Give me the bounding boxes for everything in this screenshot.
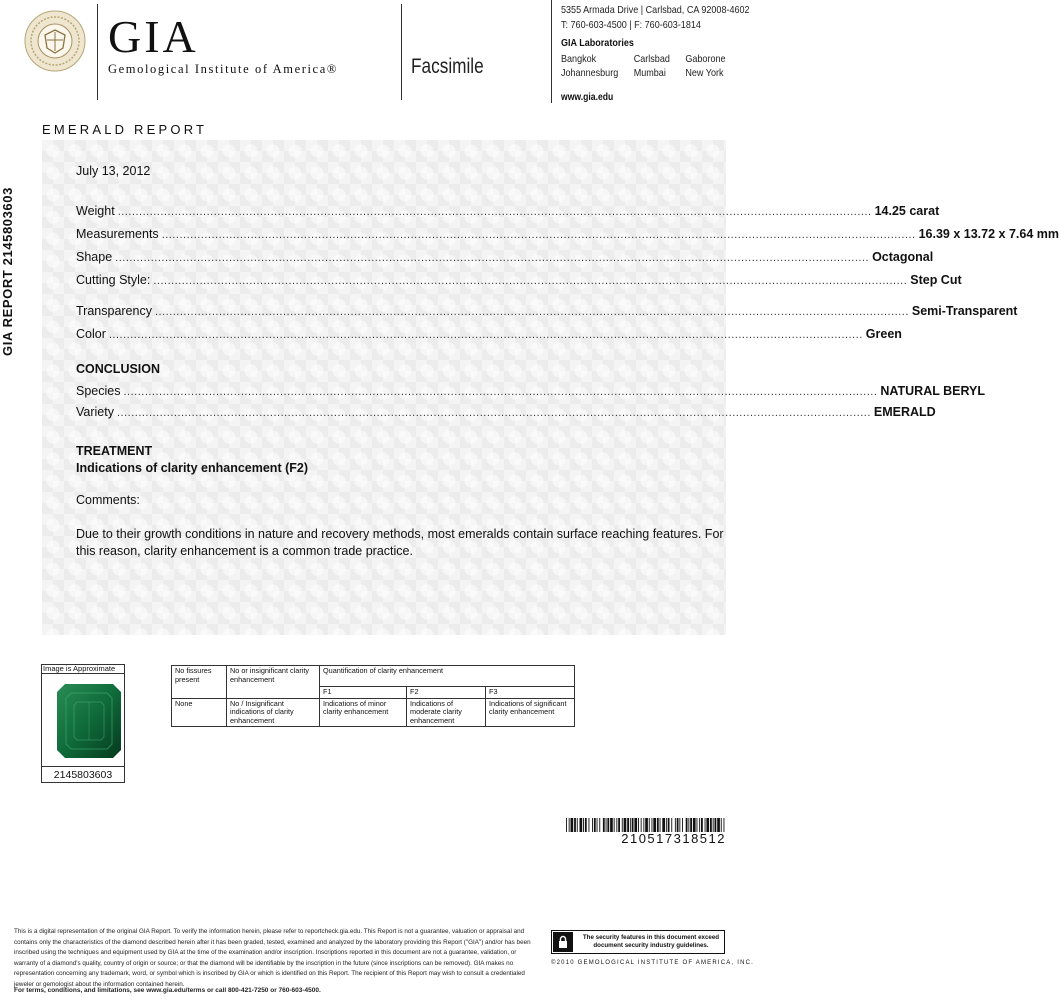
barcode-bar <box>662 818 665 832</box>
lab-city: Bangkok <box>561 53 597 65</box>
row-label: Transparency <box>76 304 152 318</box>
report-row-weight <box>76 204 940 220</box>
barcode-bar <box>671 818 672 832</box>
barcode-bar <box>592 818 593 832</box>
gia-logo-word: GIA <box>108 11 199 62</box>
barcode-bar <box>715 818 717 832</box>
conclusion-heading: CONCLUSION <box>76 362 161 376</box>
barcode-bar <box>688 818 689 832</box>
header-divider <box>97 4 98 100</box>
barcode-bar <box>630 818 631 832</box>
barcode-bar <box>583 818 584 832</box>
row-value: Octagonal <box>872 250 934 264</box>
leader-dots: .................................................................................................................................................................................................................... <box>115 252 870 264</box>
image-approx-label: Image is Approximate <box>41 664 125 674</box>
row-label: Color <box>76 327 106 341</box>
barcode-bar <box>699 818 700 832</box>
report-row-shape <box>76 250 934 266</box>
lab-city: Johannesburg <box>561 67 619 79</box>
barcode-bar <box>597 818 598 832</box>
leader-dots: .................................................................................................................................................................................................................... <box>154 306 909 318</box>
barcode-bar <box>610 818 613 832</box>
report-row-variety <box>76 405 936 421</box>
barcode-bar <box>577 818 578 832</box>
address-line: 5355 Armada Drive | Carlsbad, CA 92008-4602 <box>561 4 750 16</box>
report-row-species <box>76 384 986 400</box>
leader-dots: .................................................................................................................................................................................................................... <box>153 275 908 287</box>
image-report-number: 2145803603 <box>41 766 125 783</box>
row-value: Green <box>865 327 902 341</box>
lab-city: Gaborone <box>685 53 726 65</box>
leader-dots: .................................................................................................................................................................................................................... <box>123 386 878 398</box>
barcode-bar <box>624 818 627 832</box>
barcode-bar <box>638 818 639 832</box>
barcode-bar <box>675 818 676 832</box>
barcode-bar <box>697 818 698 832</box>
emerald-image <box>57 684 121 758</box>
labs-list <box>561 52 741 80</box>
report-row-cutting-style <box>76 273 962 289</box>
barcode-bar <box>724 818 725 832</box>
barcode-bar <box>643 818 644 832</box>
table-cell: None <box>172 698 227 727</box>
comments-label: Comments: <box>76 493 140 507</box>
table-header: No fissures present <box>172 666 227 699</box>
facsimile-label: Facsimile <box>411 55 484 78</box>
barcode-bar <box>566 818 567 832</box>
barcode-bar <box>634 818 637 832</box>
barcode-bar <box>657 818 659 832</box>
barcode-bar <box>721 818 722 832</box>
barcode-bar <box>571 818 574 832</box>
barcode-bar <box>645 818 648 832</box>
barcode-bar <box>594 818 596 832</box>
table-cell: No / Insignificant indications of clarity enhancement <box>227 698 320 727</box>
barcode-bar <box>616 818 617 832</box>
row-label: Species <box>76 384 121 398</box>
table-cell: Indications of moderate clarity enhancement <box>407 698 486 727</box>
leader-dots: .................................................................................................................................................................................................................... <box>108 329 863 341</box>
barcode-bar <box>622 818 623 832</box>
barcode-bar <box>580 818 583 832</box>
barcode-bar <box>641 818 642 832</box>
treatment-heading: TREATMENT <box>76 444 153 458</box>
labs-title: GIA Laboratories <box>561 37 634 49</box>
barcode-bar <box>693 818 696 832</box>
barcode-bar <box>649 818 650 832</box>
row-value: Semi-Transparent <box>911 304 1018 318</box>
barcode-bar <box>574 818 576 832</box>
table-header: No or insignificant clarity enhancement <box>227 666 320 699</box>
barcode-bar <box>713 818 714 832</box>
barcode-bar <box>710 818 712 832</box>
table-header: F1 <box>320 687 407 699</box>
disclaimer-text: This is a digital representation of the original GIA Report. To verify the information herein, please refer to reportcheck.gia.edu. This Report is not a guarantee, valuation or appraisal and contains only the characteristics of the diamond described herein after it has been graded, tested, examined and analyzed by the laboratory providing this Report ("GIA") and/or has been inscribed using the techniques and equipment used by GIA at the time of the examination and/or inscription. Inscriptions reported in this document are not a guarantee, validation, or warranty of a diamond's quality, country of origin or source; or that the diamond will be identifiable by the inscription in the future (since inscriptions can be removed). GIA makes no representation concerning any trademark, word, or symbol which is inscribed by GIA or which is identified on this Report. The recipient of this Report may wish to consult a credentialed jeweler or gemologist about the information contained herein. <box>14 928 531 988</box>
lock-icon <box>553 932 573 952</box>
barcode-bar <box>682 818 683 832</box>
barcode-bar <box>677 818 679 832</box>
lab-city: New York <box>685 67 724 79</box>
leader-dots: .................................................................................................................................................................................................................... <box>116 407 871 419</box>
terms-text: For terms, conditions, and limitations, see www.gia.edu/terms or call 800-421-7250 or 760-603-4500. <box>14 987 321 994</box>
table-header: F2 <box>407 687 486 699</box>
table-header: F3 <box>486 687 575 699</box>
clarity-enhancement-table <box>171 665 575 727</box>
comments-text: Due to their growth conditions in nature and recovery methods, most emeralds contain surface reaching features. For this reason, clarity enhancement is a common trade practice. <box>76 527 724 558</box>
gia-logo-subtitle: Gemological Institute of America® <box>108 62 338 76</box>
row-value: 14.25 carat <box>874 204 940 218</box>
barcode-bar <box>705 818 706 832</box>
report-row-measurements <box>76 227 1059 243</box>
row-label: Weight <box>76 204 115 218</box>
barcode-bar <box>627 818 629 832</box>
side-report-number: GIA REPORT 2145803603 <box>0 187 15 356</box>
gia-seal-logo <box>24 10 86 72</box>
barcode-bar <box>618 818 620 832</box>
barcode-bar <box>652 818 653 832</box>
row-label: Variety <box>76 405 114 419</box>
report-row-color <box>76 327 902 343</box>
barcode-bar <box>679 818 680 832</box>
table-cell: Indications of significant clarity enhancement <box>486 698 575 727</box>
lab-city: Mumbai <box>633 67 666 79</box>
security-text: The security features in this document exceed document security industry guidelines. <box>582 934 720 949</box>
row-value: EMERALD <box>873 405 936 419</box>
barcode-bar <box>632 818 634 832</box>
report-date: July 13, 2012 <box>76 164 151 178</box>
barcode-bar <box>706 818 709 832</box>
table-cell: Indications of minor clarity enhancement <box>320 698 407 727</box>
row-label: Measurements <box>76 227 159 241</box>
barcode-bar <box>599 818 600 832</box>
row-label: Cutting Style: <box>76 273 151 287</box>
barcode-bar <box>666 818 667 832</box>
barcode-bar <box>589 818 590 832</box>
report-title: EMERALD REPORT <box>42 122 208 137</box>
table-header: Quantification of clarity enhancement <box>320 666 575 687</box>
barcode-bar <box>569 818 570 832</box>
barcode-bar <box>585 818 587 832</box>
report-row-transparency <box>76 304 1018 320</box>
barcode-bar <box>690 818 692 832</box>
barcode-bar <box>668 818 670 832</box>
leader-dots: .................................................................................................................................................................................................................... <box>161 229 916 241</box>
header-divider <box>401 4 402 100</box>
barcode-bar <box>717 818 720 832</box>
barcode-bar <box>606 818 607 832</box>
barcode-bar <box>701 818 703 832</box>
lab-city: Carlsbad <box>633 53 670 65</box>
barcode-number: 210517318512 <box>621 831 726 846</box>
website-link[interactable]: www.gia.edu <box>561 92 614 103</box>
treatment-text: Indications of clarity enhancement (F2) <box>76 461 308 475</box>
barcode-bar <box>660 818 661 832</box>
barcode-bar <box>686 818 688 832</box>
barcode-bar <box>653 818 656 832</box>
row-value: 16.39 x 13.72 x 7.64 mm <box>918 227 1059 241</box>
barcode-bar <box>603 818 605 832</box>
copyright-text: ©2010 GEMOLOGICAL INSTITUTE OF AMERICA, INC. <box>551 960 755 966</box>
barcode-bar <box>614 818 615 832</box>
row-value: NATURAL BERYL <box>880 384 986 398</box>
barcode <box>566 818 726 832</box>
phone-line: T: 760-603-4500 | F: 760-603-1814 <box>561 19 701 31</box>
header-divider <box>551 0 552 103</box>
lab-address <box>561 3 750 33</box>
row-value: Step Cut <box>910 273 962 287</box>
row-label: Shape <box>76 250 113 264</box>
barcode-bar <box>607 818 609 832</box>
leader-dots: .................................................................................................................................................................................................................... <box>117 206 872 218</box>
